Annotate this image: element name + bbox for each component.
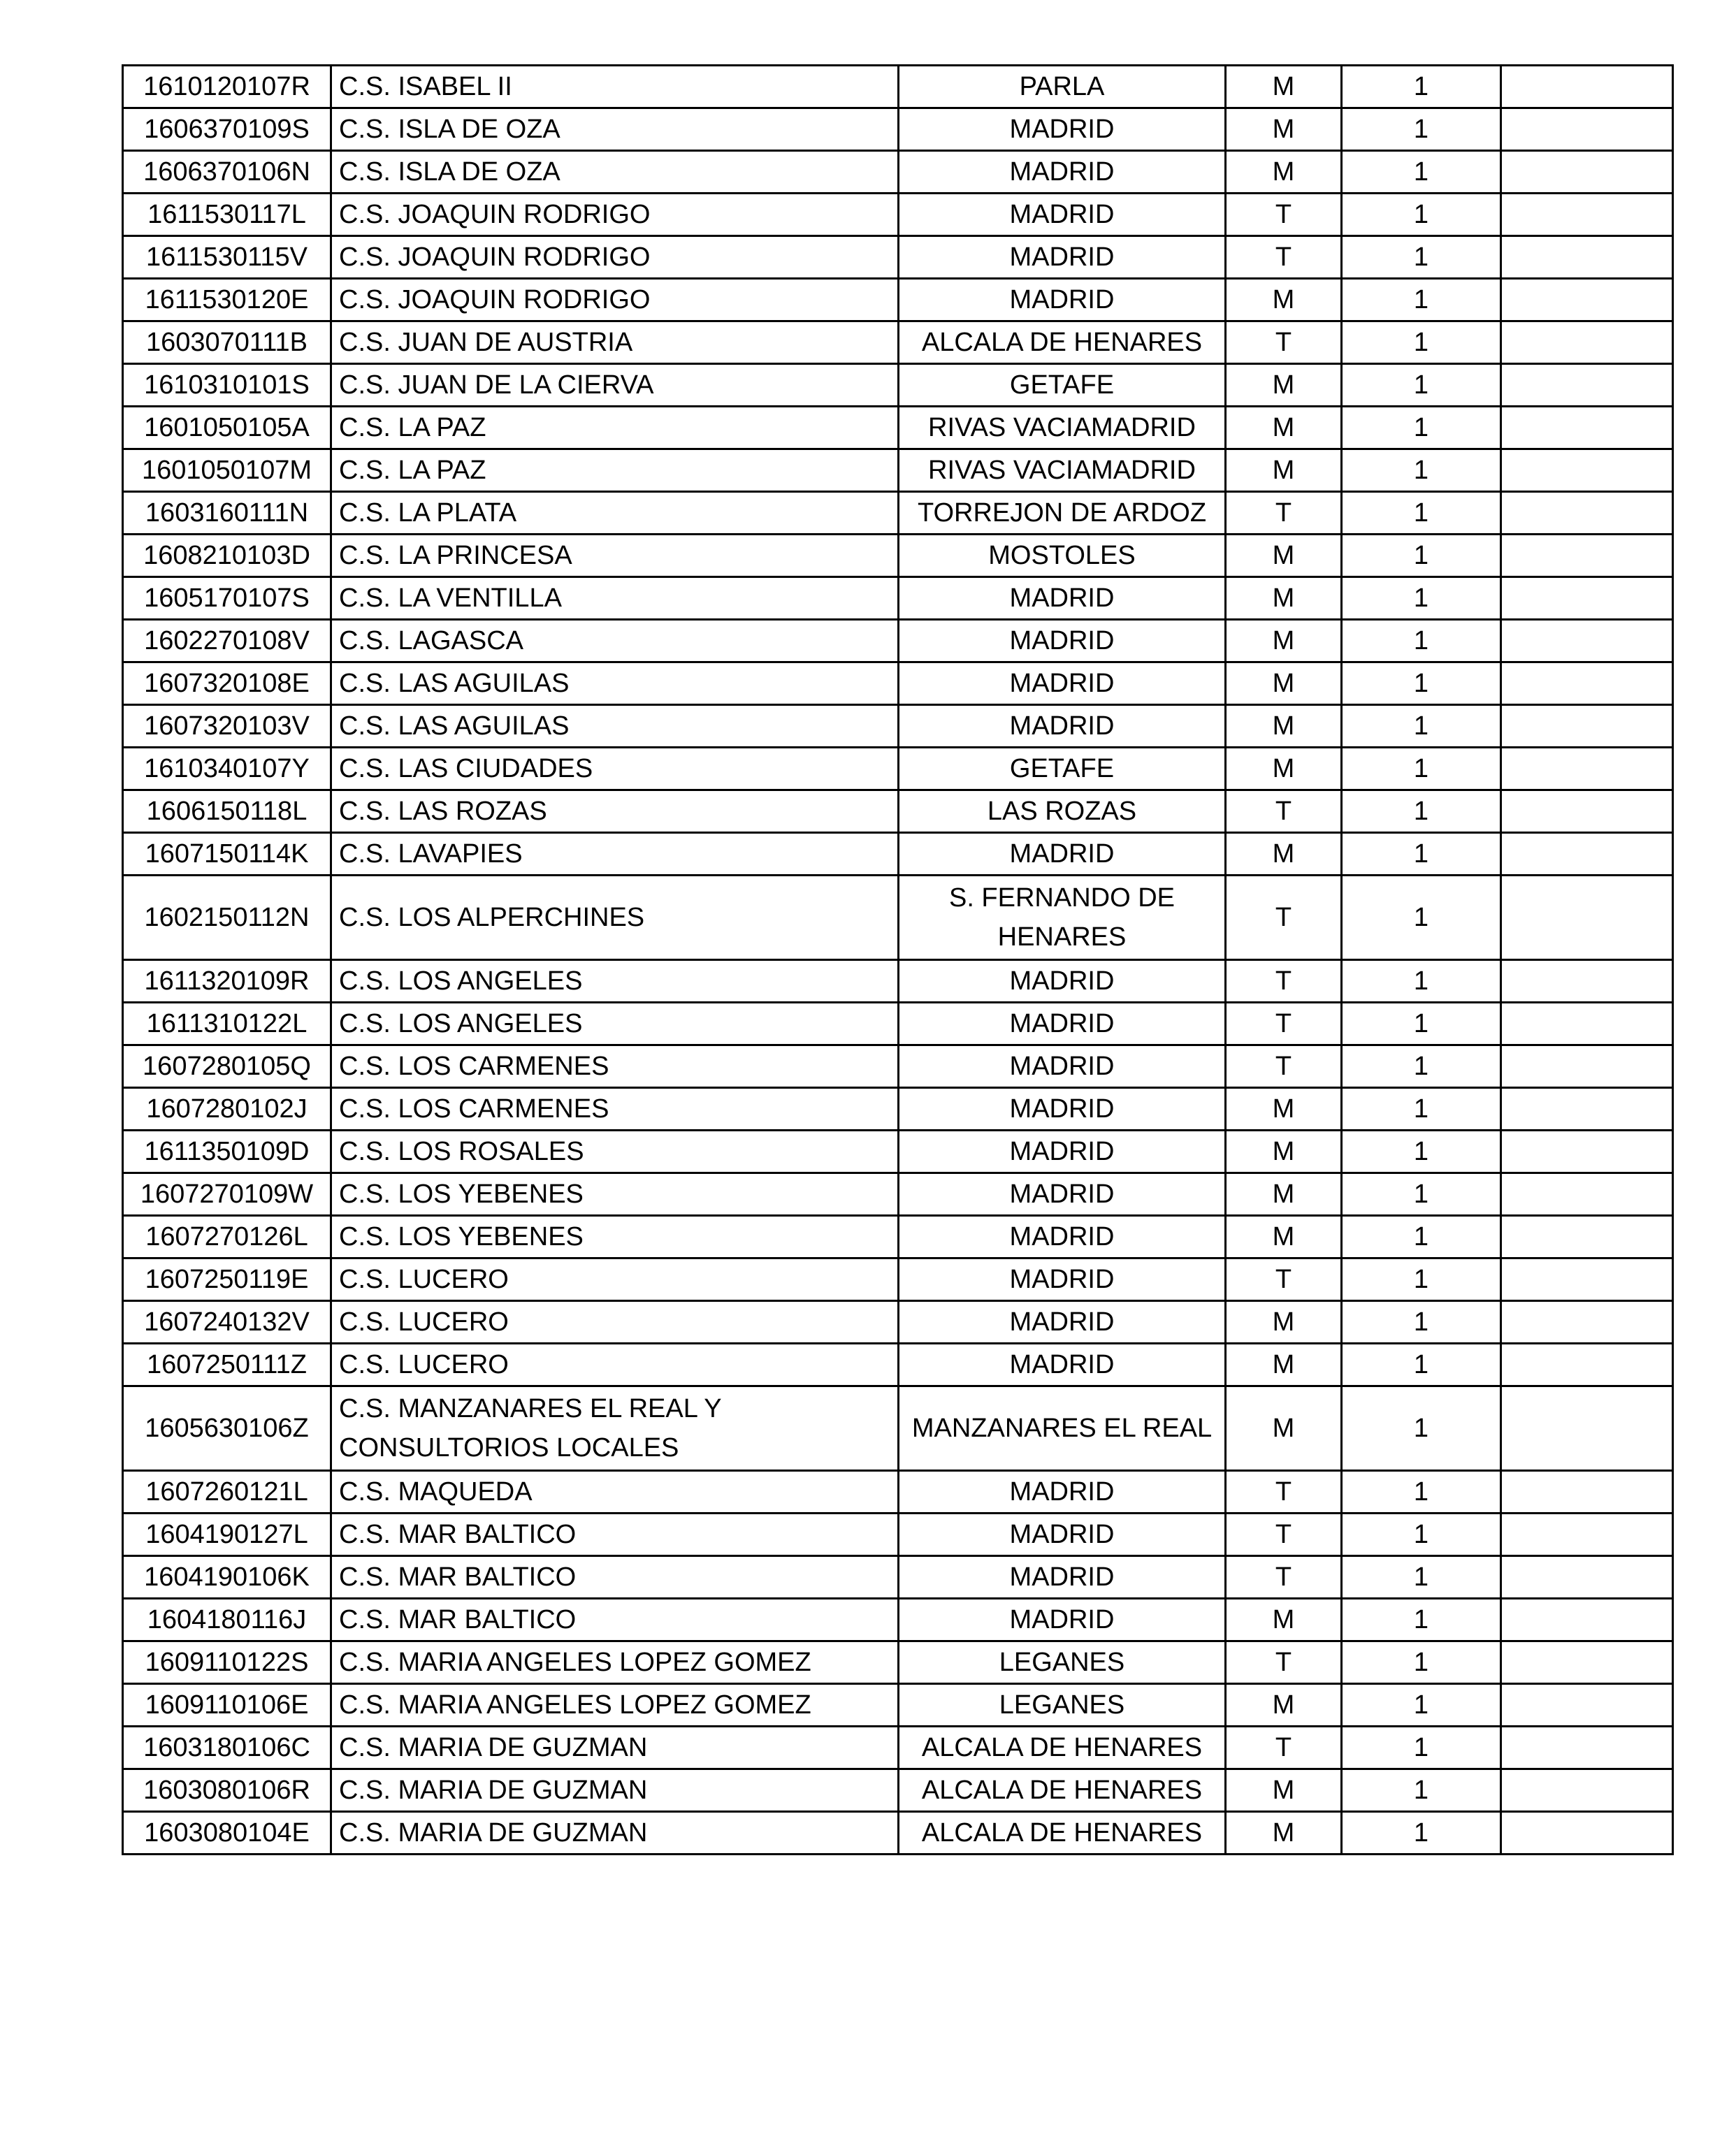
table-row	[123, 1216, 1673, 1258]
shift-cell: M	[1226, 279, 1342, 321]
center-name-cell: C.S. LOS CARMENES	[331, 1045, 899, 1088]
empty-cell	[1501, 1344, 1673, 1386]
city-cell: MADRID	[899, 1599, 1226, 1641]
quantity-cell: 1	[1342, 66, 1501, 108]
city-cell: MADRID	[899, 1471, 1226, 1514]
quantity-cell: 1	[1342, 1386, 1501, 1471]
table-row	[123, 1514, 1673, 1556]
quantity-cell: 1	[1342, 577, 1501, 620]
shift-cell: T	[1226, 1045, 1342, 1088]
city-cell: ALCALA DE HENARES	[899, 1727, 1226, 1769]
city-cell: GETAFE	[899, 748, 1226, 790]
quantity-cell: 1	[1342, 1471, 1501, 1514]
city-cell: MADRID	[899, 705, 1226, 748]
quantity-cell: 1	[1342, 748, 1501, 790]
empty-cell	[1501, 321, 1673, 364]
table-row	[123, 236, 1673, 279]
table-row	[123, 1131, 1673, 1173]
center-name-cell: C.S. JOAQUIN RODRIGO	[331, 279, 899, 321]
city-cell: MADRID	[899, 620, 1226, 662]
empty-cell	[1501, 1173, 1673, 1216]
center-code-cell: 1607320108E	[123, 662, 331, 705]
quantity-cell: 1	[1342, 705, 1501, 748]
empty-cell	[1501, 790, 1673, 833]
city-cell: ALCALA DE HENARES	[899, 321, 1226, 364]
quantity-cell: 1	[1342, 535, 1501, 577]
center-name-cell: C.S. JUAN DE AUSTRIA	[331, 321, 899, 364]
city-cell: PARLA	[899, 66, 1226, 108]
table-row	[123, 705, 1673, 748]
city-cell: RIVAS VACIAMADRID	[899, 407, 1226, 449]
table-row	[123, 108, 1673, 151]
center-name-cell: C.S. MAR BALTICO	[331, 1556, 899, 1599]
quantity-cell: 1	[1342, 1641, 1501, 1684]
quantity-cell: 1	[1342, 364, 1501, 407]
table-row	[123, 1088, 1673, 1131]
shift-cell: M	[1226, 748, 1342, 790]
city-cell: MADRID	[899, 1514, 1226, 1556]
table-row	[123, 1556, 1673, 1599]
table-row	[123, 1769, 1673, 1812]
city-cell: MOSTOLES	[899, 535, 1226, 577]
shift-cell: M	[1226, 833, 1342, 876]
center-name-cell: C.S. LOS ROSALES	[331, 1131, 899, 1173]
quantity-cell: 1	[1342, 1131, 1501, 1173]
quantity-cell: 1	[1342, 1173, 1501, 1216]
center-name-cell: C.S. MAR BALTICO	[331, 1599, 899, 1641]
center-code-cell: 1603080104E	[123, 1812, 331, 1855]
center-name-cell: C.S. LUCERO	[331, 1301, 899, 1344]
city-cell: MADRID	[899, 662, 1226, 705]
center-code-cell: 1607250111Z	[123, 1344, 331, 1386]
center-code-cell: 1609110122S	[123, 1641, 331, 1684]
table-row	[123, 833, 1673, 876]
center-code-cell: 1610310101S	[123, 364, 331, 407]
center-code-cell: 1604190106K	[123, 1556, 331, 1599]
empty-cell	[1501, 620, 1673, 662]
quantity-cell: 1	[1342, 1258, 1501, 1301]
shift-cell: M	[1226, 1216, 1342, 1258]
quantity-cell: 1	[1342, 620, 1501, 662]
table-row	[123, 1301, 1673, 1344]
table-row	[123, 321, 1673, 364]
quantity-cell: 1	[1342, 1344, 1501, 1386]
table-row	[123, 1258, 1673, 1301]
empty-cell	[1501, 1216, 1673, 1258]
quantity-cell: 1	[1342, 108, 1501, 151]
quantity-cell: 1	[1342, 662, 1501, 705]
quantity-cell: 1	[1342, 1769, 1501, 1812]
quantity-cell: 1	[1342, 407, 1501, 449]
empty-cell	[1501, 1556, 1673, 1599]
shift-cell: M	[1226, 1088, 1342, 1131]
center-code-cell: 1603070111B	[123, 321, 331, 364]
table-row	[123, 1173, 1673, 1216]
center-code-cell: 1609110106E	[123, 1684, 331, 1727]
empty-cell	[1501, 1301, 1673, 1344]
center-name-cell: C.S. LA VENTILLA	[331, 577, 899, 620]
table-row	[123, 1003, 1673, 1045]
table-row	[123, 790, 1673, 833]
center-code-cell: 1607280102J	[123, 1088, 331, 1131]
table-row	[123, 960, 1673, 1003]
empty-cell	[1501, 194, 1673, 236]
center-name-cell: C.S. ISLA DE OZA	[331, 151, 899, 194]
center-code-cell: 1611530120E	[123, 279, 331, 321]
center-code-cell: 1606370109S	[123, 108, 331, 151]
city-cell: MADRID	[899, 194, 1226, 236]
city-cell: S. FERNANDO DE HENARES	[899, 876, 1226, 960]
city-cell: MADRID	[899, 577, 1226, 620]
table-row	[123, 279, 1673, 321]
center-name-cell: C.S. MARIA ANGELES LOPEZ GOMEZ	[331, 1684, 899, 1727]
empty-cell	[1501, 236, 1673, 279]
shift-cell: T	[1226, 1003, 1342, 1045]
center-code-cell: 1605170107S	[123, 577, 331, 620]
shift-cell: M	[1226, 1386, 1342, 1471]
shift-cell: M	[1226, 1301, 1342, 1344]
city-cell: MADRID	[899, 236, 1226, 279]
shift-cell: M	[1226, 151, 1342, 194]
city-cell: RIVAS VACIAMADRID	[899, 449, 1226, 492]
city-cell: MADRID	[899, 1216, 1226, 1258]
table-row	[123, 876, 1673, 960]
table-row	[123, 492, 1673, 535]
center-name-cell: C.S. LAS ROZAS	[331, 790, 899, 833]
table-row	[123, 1727, 1673, 1769]
city-cell: MADRID	[899, 279, 1226, 321]
quantity-cell: 1	[1342, 1088, 1501, 1131]
center-name-cell: C.S. LA PAZ	[331, 449, 899, 492]
center-code-cell: 1611530117L	[123, 194, 331, 236]
empty-cell	[1501, 151, 1673, 194]
shift-cell: T	[1226, 876, 1342, 960]
center-code-cell: 1607270126L	[123, 1216, 331, 1258]
shift-cell: T	[1226, 1727, 1342, 1769]
shift-cell: M	[1226, 1173, 1342, 1216]
shift-cell: T	[1226, 1258, 1342, 1301]
city-cell: MADRID	[899, 833, 1226, 876]
table-row	[123, 1599, 1673, 1641]
quantity-cell: 1	[1342, 321, 1501, 364]
center-name-cell: C.S. LOS YEBENES	[331, 1173, 899, 1216]
table-row	[123, 194, 1673, 236]
empty-cell	[1501, 1045, 1673, 1088]
center-name-cell: C.S. ISABEL II	[331, 66, 899, 108]
table-row	[123, 407, 1673, 449]
table-row	[123, 1471, 1673, 1514]
table-row	[123, 577, 1673, 620]
center-code-cell: 1604180116J	[123, 1599, 331, 1641]
empty-cell	[1501, 1088, 1673, 1131]
city-cell: TORREJON DE ARDOZ	[899, 492, 1226, 535]
empty-cell	[1501, 449, 1673, 492]
city-cell: MADRID	[899, 1045, 1226, 1088]
empty-cell	[1501, 1812, 1673, 1855]
center-name-cell: C.S. ISLA DE OZA	[331, 108, 899, 151]
center-code-cell: 1604190127L	[123, 1514, 331, 1556]
empty-cell	[1501, 876, 1673, 960]
table-row	[123, 1812, 1673, 1855]
center-name-cell: C.S. LAS CIUDADES	[331, 748, 899, 790]
center-code-cell: 1607240132V	[123, 1301, 331, 1344]
table-row	[123, 364, 1673, 407]
quantity-cell: 1	[1342, 1556, 1501, 1599]
empty-cell	[1501, 407, 1673, 449]
table-row	[123, 1045, 1673, 1088]
city-cell: MADRID	[899, 151, 1226, 194]
center-code-cell: 1607260121L	[123, 1471, 331, 1514]
table-row	[123, 748, 1673, 790]
shift-cell: M	[1226, 1812, 1342, 1855]
center-name-cell: C.S. LA PLATA	[331, 492, 899, 535]
empty-cell	[1501, 1386, 1673, 1471]
shift-cell: M	[1226, 577, 1342, 620]
center-name-cell: C.S. MAR BALTICO	[331, 1514, 899, 1556]
empty-cell	[1501, 364, 1673, 407]
center-name-cell: C.S. LAVAPIES	[331, 833, 899, 876]
city-cell: LEGANES	[899, 1641, 1226, 1684]
center-code-cell: 1611310122L	[123, 1003, 331, 1045]
table-row	[123, 1641, 1673, 1684]
shift-cell: M	[1226, 1684, 1342, 1727]
empty-cell	[1501, 535, 1673, 577]
table-row	[123, 66, 1673, 108]
city-cell: MADRID	[899, 1301, 1226, 1344]
empty-cell	[1501, 279, 1673, 321]
empty-cell	[1501, 1131, 1673, 1173]
city-cell: GETAFE	[899, 364, 1226, 407]
shift-cell: T	[1226, 1471, 1342, 1514]
quantity-cell: 1	[1342, 236, 1501, 279]
center-code-cell: 1603180106C	[123, 1727, 331, 1769]
shift-cell: M	[1226, 1599, 1342, 1641]
shift-cell: T	[1226, 492, 1342, 535]
table-row	[123, 1344, 1673, 1386]
center-name-cell: C.S. JUAN DE LA CIERVA	[331, 364, 899, 407]
shift-cell: M	[1226, 1769, 1342, 1812]
shift-cell: T	[1226, 321, 1342, 364]
empty-cell	[1501, 577, 1673, 620]
center-code-cell: 1611530115V	[123, 236, 331, 279]
empty-cell	[1501, 1003, 1673, 1045]
shift-cell: T	[1226, 1641, 1342, 1684]
center-name-cell: C.S. MARIA ANGELES LOPEZ GOMEZ	[331, 1641, 899, 1684]
city-cell: MADRID	[899, 1173, 1226, 1216]
city-cell: LEGANES	[899, 1684, 1226, 1727]
shift-cell: T	[1226, 194, 1342, 236]
city-cell: ALCALA DE HENARES	[899, 1769, 1226, 1812]
empty-cell	[1501, 833, 1673, 876]
empty-cell	[1501, 1514, 1673, 1556]
table-row	[123, 1386, 1673, 1471]
quantity-cell: 1	[1342, 1045, 1501, 1088]
empty-cell	[1501, 1727, 1673, 1769]
quantity-cell: 1	[1342, 960, 1501, 1003]
city-cell: MADRID	[899, 108, 1226, 151]
shift-cell: M	[1226, 108, 1342, 151]
quantity-cell: 1	[1342, 1812, 1501, 1855]
quantity-cell: 1	[1342, 1727, 1501, 1769]
empty-cell	[1501, 108, 1673, 151]
shift-cell: T	[1226, 960, 1342, 1003]
table-row	[123, 662, 1673, 705]
empty-cell	[1501, 66, 1673, 108]
center-name-cell: C.S. JOAQUIN RODRIGO	[331, 236, 899, 279]
empty-cell	[1501, 1769, 1673, 1812]
center-name-cell: C.S. MAQUEDA	[331, 1471, 899, 1514]
shift-cell: M	[1226, 66, 1342, 108]
table-row	[123, 449, 1673, 492]
quantity-cell: 1	[1342, 151, 1501, 194]
center-name-cell: C.S. LAS AGUILAS	[331, 705, 899, 748]
shift-cell: T	[1226, 236, 1342, 279]
empty-cell	[1501, 748, 1673, 790]
empty-cell	[1501, 1471, 1673, 1514]
center-name-cell: C.S. LAGASCA	[331, 620, 899, 662]
center-code-cell: 1607250119E	[123, 1258, 331, 1301]
quantity-cell: 1	[1342, 279, 1501, 321]
center-code-cell: 1607150114K	[123, 833, 331, 876]
shift-cell: T	[1226, 1556, 1342, 1599]
center-name-cell: C.S. LA PAZ	[331, 407, 899, 449]
shift-cell: M	[1226, 1131, 1342, 1173]
quantity-cell: 1	[1342, 492, 1501, 535]
center-name-cell: C.S. MARIA DE GUZMAN	[331, 1812, 899, 1855]
shift-cell: M	[1226, 620, 1342, 662]
table-row	[123, 151, 1673, 194]
center-name-cell: C.S. LUCERO	[331, 1344, 899, 1386]
shift-cell: M	[1226, 449, 1342, 492]
empty-cell	[1501, 1258, 1673, 1301]
quantity-cell: 1	[1342, 194, 1501, 236]
shift-cell: M	[1226, 662, 1342, 705]
quantity-cell: 1	[1342, 1003, 1501, 1045]
shift-cell: T	[1226, 790, 1342, 833]
center-code-cell: 1603160111N	[123, 492, 331, 535]
city-cell: LAS ROZAS	[899, 790, 1226, 833]
city-cell: MADRID	[899, 1258, 1226, 1301]
center-code-cell: 1611350109D	[123, 1131, 331, 1173]
empty-cell	[1501, 1641, 1673, 1684]
city-cell: MANZANARES EL REAL	[899, 1386, 1226, 1471]
city-cell: MADRID	[899, 1556, 1226, 1599]
center-name-cell: C.S. LOS ALPERCHINES	[331, 876, 899, 960]
empty-cell	[1501, 960, 1673, 1003]
center-code-cell: 1610340107Y	[123, 748, 331, 790]
table-row	[123, 535, 1673, 577]
city-cell: MADRID	[899, 1344, 1226, 1386]
empty-cell	[1501, 662, 1673, 705]
center-code-cell: 1610120107R	[123, 66, 331, 108]
center-code-cell: 1603080106R	[123, 1769, 331, 1812]
vacancy-table	[122, 64, 1674, 1855]
table-row	[123, 620, 1673, 662]
city-cell: ALCALA DE HENARES	[899, 1812, 1226, 1855]
center-code-cell: 1611320109R	[123, 960, 331, 1003]
quantity-cell: 1	[1342, 1514, 1501, 1556]
center-name-cell: C.S. LOS ANGELES	[331, 960, 899, 1003]
center-name-cell: C.S. LOS ANGELES	[331, 1003, 899, 1045]
center-name-cell: C.S. MANZANARES EL REAL Y CONSULTORIOS LOCALES	[331, 1386, 899, 1471]
city-cell: MADRID	[899, 960, 1226, 1003]
center-name-cell: C.S. LA PRINCESA	[331, 535, 899, 577]
shift-cell: T	[1226, 1514, 1342, 1556]
empty-cell	[1501, 1599, 1673, 1641]
city-cell: MADRID	[899, 1131, 1226, 1173]
empty-cell	[1501, 1684, 1673, 1727]
city-cell: MADRID	[899, 1003, 1226, 1045]
quantity-cell: 1	[1342, 790, 1501, 833]
center-name-cell: C.S. MARIA DE GUZMAN	[331, 1727, 899, 1769]
quantity-cell: 1	[1342, 876, 1501, 960]
center-code-cell: 1601050105A	[123, 407, 331, 449]
quantity-cell: 1	[1342, 1684, 1501, 1727]
table-body	[123, 66, 1673, 1855]
center-name-cell: C.S. LOS YEBENES	[331, 1216, 899, 1258]
empty-cell	[1501, 492, 1673, 535]
center-name-cell: C.S. LAS AGUILAS	[331, 662, 899, 705]
empty-cell	[1501, 705, 1673, 748]
center-code-cell: 1608210103D	[123, 535, 331, 577]
quantity-cell: 1	[1342, 1599, 1501, 1641]
center-code-cell: 1606370106N	[123, 151, 331, 194]
center-code-cell: 1606150118L	[123, 790, 331, 833]
center-name-cell: C.S. LUCERO	[331, 1258, 899, 1301]
center-code-cell: 1601050107M	[123, 449, 331, 492]
center-name-cell: C.S. MARIA DE GUZMAN	[331, 1769, 899, 1812]
shift-cell: M	[1226, 407, 1342, 449]
shift-cell: M	[1226, 364, 1342, 407]
quantity-cell: 1	[1342, 449, 1501, 492]
city-cell: MADRID	[899, 1088, 1226, 1131]
quantity-cell: 1	[1342, 1301, 1501, 1344]
center-code-cell: 1605630106Z	[123, 1386, 331, 1471]
quantity-cell: 1	[1342, 833, 1501, 876]
shift-cell: M	[1226, 1344, 1342, 1386]
center-code-cell: 1607320103V	[123, 705, 331, 748]
shift-cell: M	[1226, 535, 1342, 577]
center-code-cell: 1607280105Q	[123, 1045, 331, 1088]
shift-cell: M	[1226, 705, 1342, 748]
center-code-cell: 1607270109W	[123, 1173, 331, 1216]
center-code-cell: 1602150112N	[123, 876, 331, 960]
center-code-cell: 1602270108V	[123, 620, 331, 662]
center-name-cell: C.S. LOS CARMENES	[331, 1088, 899, 1131]
table-row	[123, 1684, 1673, 1727]
center-name-cell: C.S. JOAQUIN RODRIGO	[331, 194, 899, 236]
quantity-cell: 1	[1342, 1216, 1501, 1258]
